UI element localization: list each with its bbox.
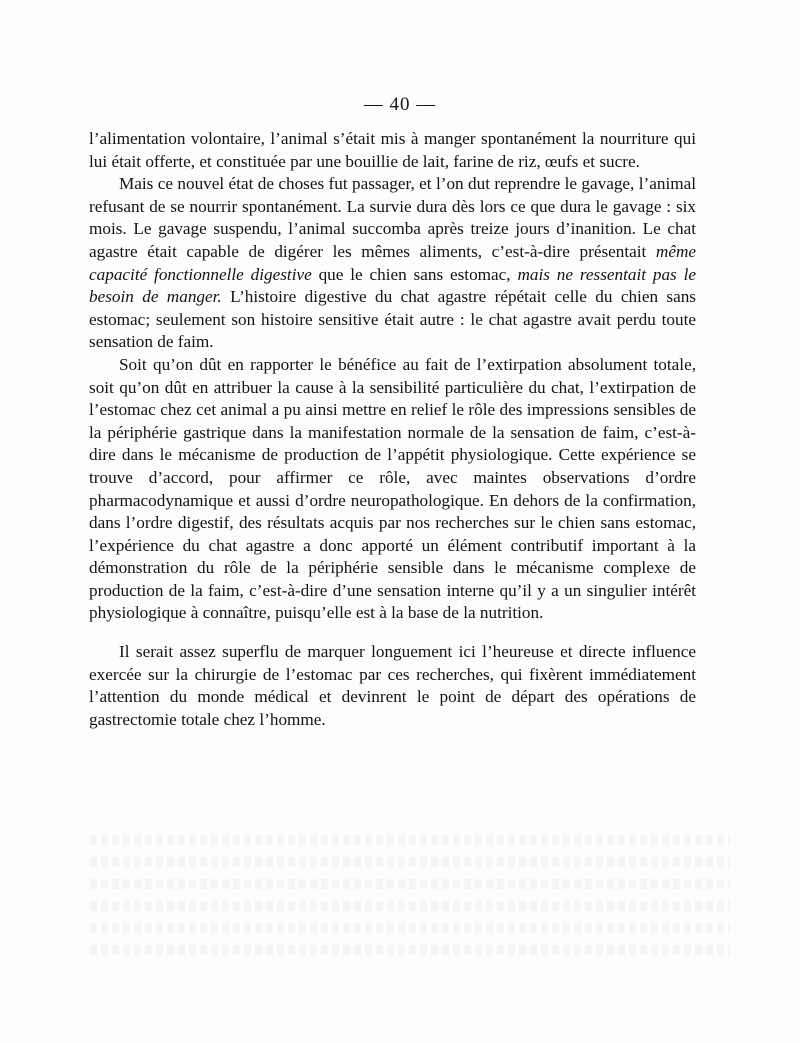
show-through-line — [90, 879, 730, 889]
paragraph-2-italic-1: même capacité fonctionnelle digestive — [89, 241, 696, 284]
show-through-line — [90, 835, 730, 845]
paragraph-2-text: Mais ce nouvel état de choses fut passager, et l’on dut reprendre le gavage, l’animal refusant de se nourrir spontanément. La survie dura dès lors ce que dura le gavage : six mois. Le gavage suspendu, l’animal succomba après treize jours d’inanition. Le chat agastre était capable de digérer les mêmes aliments, c’est-à-dire présentait — [89, 174, 696, 261]
paragraph-1: l’alimentation volontaire, l’animal s’était mis à manger spontanément la nourriture qui lui était offerte, et constituée par une bouillie de lait, farine de riz, œufs et sucre. — [89, 129, 696, 171]
show-through-line — [90, 923, 730, 933]
page-number: — 40 — — [363, 94, 437, 115]
show-through-line — [90, 945, 730, 955]
paragraph-2-italic-2: mais ne ressentait pas le besoin de manger. — [89, 264, 696, 307]
paragraph-2-end: L’histoire digestive du chat agastre répétait celle du chien sans estomac; seulement son histoire sensitive était autre : le chat agastre avait perdu toute sensation de faim. — [89, 287, 696, 352]
paragraph-2-mid: que le chien sans estomac, — [318, 264, 511, 284]
paragraph-3: Soit qu’on dût en rapporter le bénéfice au fait de l’extirpation absolument totale, soit qu’on dût en attribuer la cause à la sensibilité particulière du chat, l’extirpation de l’estomac chez cet animal a pu ainsi mettre en relief le rôle des impressions sensibles de la périphérie gastrique dans la manifestation normale de la sensation de faim, c’est-à-dire dans le mécanisme de production de l’appétit physiologique. Cette expérience se trouve d’accord, pour affirmer ce rôle, avec maintes observations d’ordre pharmacodynamique et aussi d’ordre neuropathologique. En dehors de la confirmation, dans l’ordre digestif, des résultats acquis par nos recherches sur le chien sans estomac, l’expérience du chat agastre a donc apporté un élément contributif important à la démonstration du rôle de la périphérie sensible dans le mécanisme complexe de production de la faim, c’est-à-dire d’une sensation interne qu’il y a un singulier intérêt physiologique à connaître, puisqu’elle est à la base de la nutrition. — [89, 354, 696, 623]
body-text — [89, 128, 696, 731]
show-through-line — [90, 857, 730, 867]
paragraph-4: Il serait assez superflu de marquer longuement ici l’heureuse et directe influence exercée sur la chirurgie de l’estomac par ces recherches, qui fixèrent immédiatement l’attention du monde médical et devinrent le point de départ des opérations de gastrectomie totale chez l’homme. — [89, 642, 696, 729]
paragraph-2 — [89, 173, 696, 354]
show-through-line — [90, 901, 730, 911]
